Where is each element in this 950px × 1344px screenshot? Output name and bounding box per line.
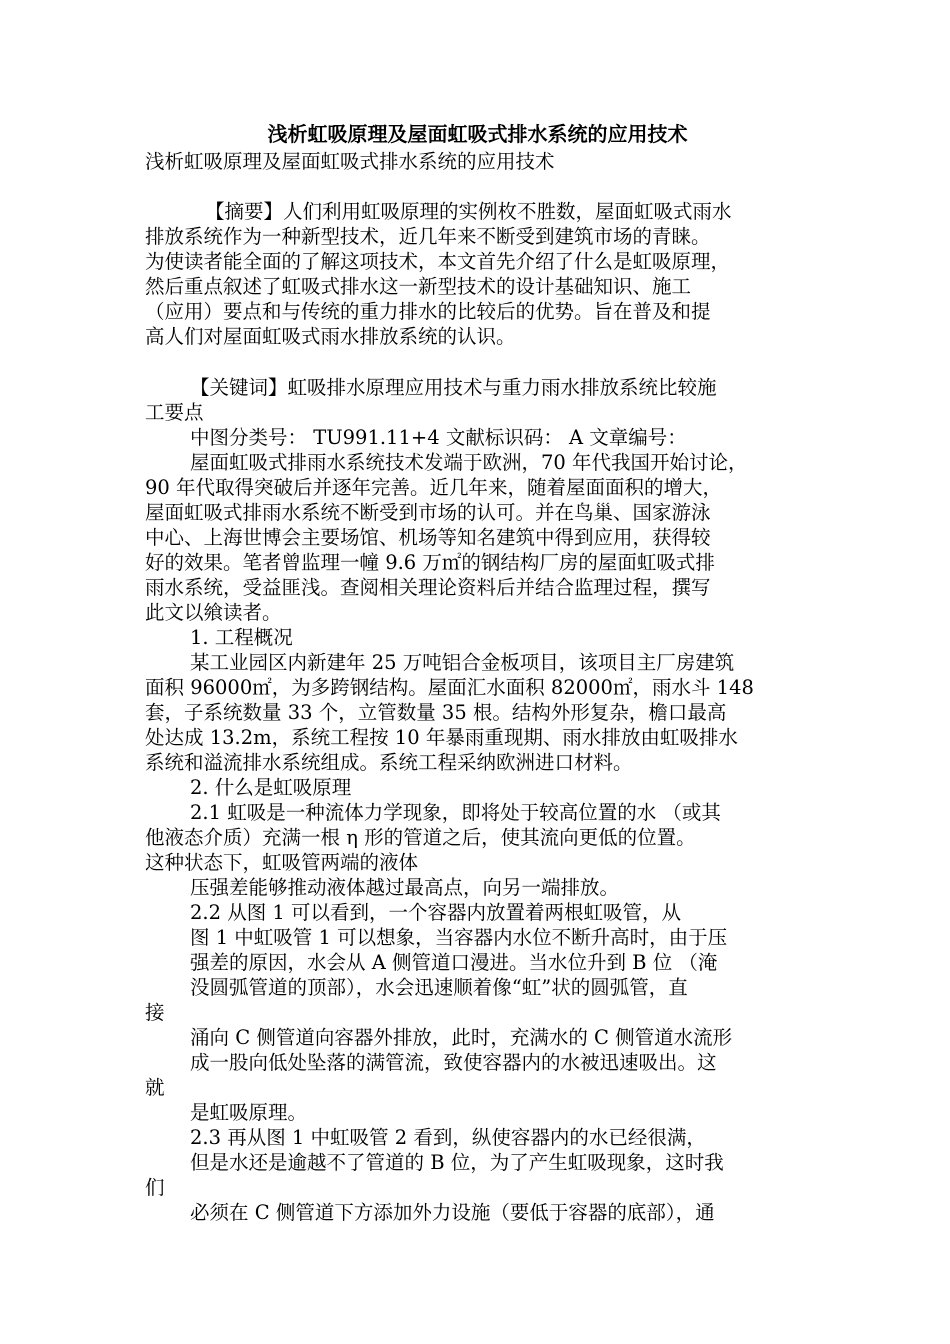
section2-3-line: 2.3 再从图 1 中虹吸管 2 看到，纵使容器内的水已经很满，: [190, 1126, 706, 1149]
section2-heading: 2. 什么是虹吸原理: [190, 776, 352, 799]
abstract-line: 排放系统作为一种新型技术，近几年来不断受到建筑市场的青睐。: [145, 225, 711, 248]
intro-line: 90 年代取得突破后并逐年完善。近几年来，随着屋面面积的增大，: [145, 476, 723, 499]
intro-line: 屋面虹吸式排雨水系统不断受到市场的认可。并在鸟巢、国家游泳: [145, 501, 711, 524]
section1-heading: 1. 工程概况: [190, 626, 293, 649]
section2-3-paragraph: [145, 1125, 810, 1225]
section2-3-line: 但是水还是逾越不了管道的 B 位，为了产生虹吸现象，这时我: [190, 1151, 724, 1174]
section2-2-line: 成一股向低处坠落的满管流，致使容器内的水被迅速吸出。这: [190, 1051, 717, 1074]
section2-3-line: 们: [145, 1176, 165, 1199]
section1-paragraph: [145, 650, 810, 775]
section2-1-line: 他液态介质）充满一根 η 形的管道之后，使其流向更低的位置。: [145, 826, 696, 849]
keywords-line: 工要点: [145, 401, 204, 424]
section2-2-line: 是虹吸原理。: [190, 1101, 308, 1124]
intro-line: 好的效果。笔者曾监理一幢 9.6 万㎡的钢结构厂房的屋面虹吸式排: [145, 551, 715, 574]
intro-line: 此文以飨读者。: [145, 601, 282, 624]
intro-paragraph: [145, 450, 810, 625]
intro-line: 屋面虹吸式排雨水系统技术发端于欧洲，70 年代我国开始讨论，: [190, 451, 748, 474]
document-title: 浅析虹吸原理及屋面虹吸式排水系统的应用技术: [267, 122, 688, 146]
intro-line: 中心、上海世博会主要场馆、机场等知名建筑中得到应用，获得较: [145, 526, 711, 549]
keywords-paragraph: [145, 375, 810, 425]
keywords-line: 【关键词】虹吸排水原理应用技术与重力雨水排放系统比较施: [190, 376, 717, 399]
document-page: [145, 120, 810, 1225]
section2-2-line: 强差的原因，水会从 A 侧管道口漫进。当水位升到 B 位 （淹: [190, 951, 718, 974]
section1-line: 套，子系统数量 33 个，立管数量 35 根。结构外形复杂，檐口最高: [145, 701, 727, 724]
abstract-line: 【摘要】人们利用虹吸原理的实例枚不胜数，屋面虹吸式雨水: [205, 200, 732, 223]
section2-1-line: 这种状态下，虹吸管两端的液体: [145, 851, 419, 874]
section2-2-line: 接: [145, 1001, 165, 1024]
abstract-line: （应用）要点和与传统的重力排水的比较后的优势。旨在普及和提: [145, 300, 711, 323]
section2-1-line: 2.1 虹吸是一种流体力学现象，即将处于较高位置的水 （或其: [190, 801, 721, 824]
section2-2-line: 没圆弧管道的顶部），水会迅速顺着像“虹”状的圆弧管，直: [190, 976, 688, 999]
section2-2-paragraph: [145, 900, 810, 1125]
intro-line: 雨水系统，受益匪浅。查阅相关理论资料后并结合监理过程，撰写: [145, 576, 711, 599]
section1-line: 处达成 13.2m，系统工程按 10 年暴雨重现期、雨水排放由虹吸排水: [145, 726, 738, 749]
section1-line: 系统和溢流排水系统组成。系统工程采纳欧洲进口材料。: [145, 751, 633, 774]
document-subtitle: 浅析虹吸原理及屋面虹吸式排水系统的应用技术: [145, 150, 555, 173]
section2-2-line: 2.2 从图 1 可以看到，一个容器内放置着两根虹吸管，从: [190, 901, 682, 924]
section2-2-line: 涌向 C 侧管道向容器外排放，此时，充满水的 C 侧管道水流形: [190, 1026, 733, 1049]
section2-2-line: 图 1 中虹吸管 1 可以想象，当容器内水位不断升高时，由于压: [190, 926, 728, 949]
section2-2-line: 就: [145, 1076, 165, 1099]
classification-line: 中图分类号： TU991.11+4 文献标识码： A 文章编号：: [190, 426, 687, 449]
section2-1-paragraph: [145, 800, 810, 900]
section2-3-line: 必须在 C 侧管道下方添加外力设施（要低于容器的底部），通: [190, 1201, 715, 1224]
abstract-line: 然后重点叙述了虹吸式排水这一新型技术的设计基础知识、施工: [145, 275, 692, 298]
abstract-paragraph: [145, 199, 810, 349]
abstract-line: 为使读者能全面的了解这项技术，本文首先介绍了什么是虹吸原理，: [145, 250, 731, 273]
section1-line: 面积 96000㎡，为多跨钢结构。屋面汇水面积 82000㎡，雨水斗 148: [145, 676, 754, 699]
abstract-line: 高人们对屋面虹吸式雨水排放系统的认识。: [145, 325, 516, 348]
section2-1-line: 压强差能够推动液体越过最高点，向另一端排放。: [190, 876, 620, 899]
section1-line: 某工业园区内新建年 25 万吨铝合金板项目，该项目主厂房建筑: [190, 651, 735, 674]
